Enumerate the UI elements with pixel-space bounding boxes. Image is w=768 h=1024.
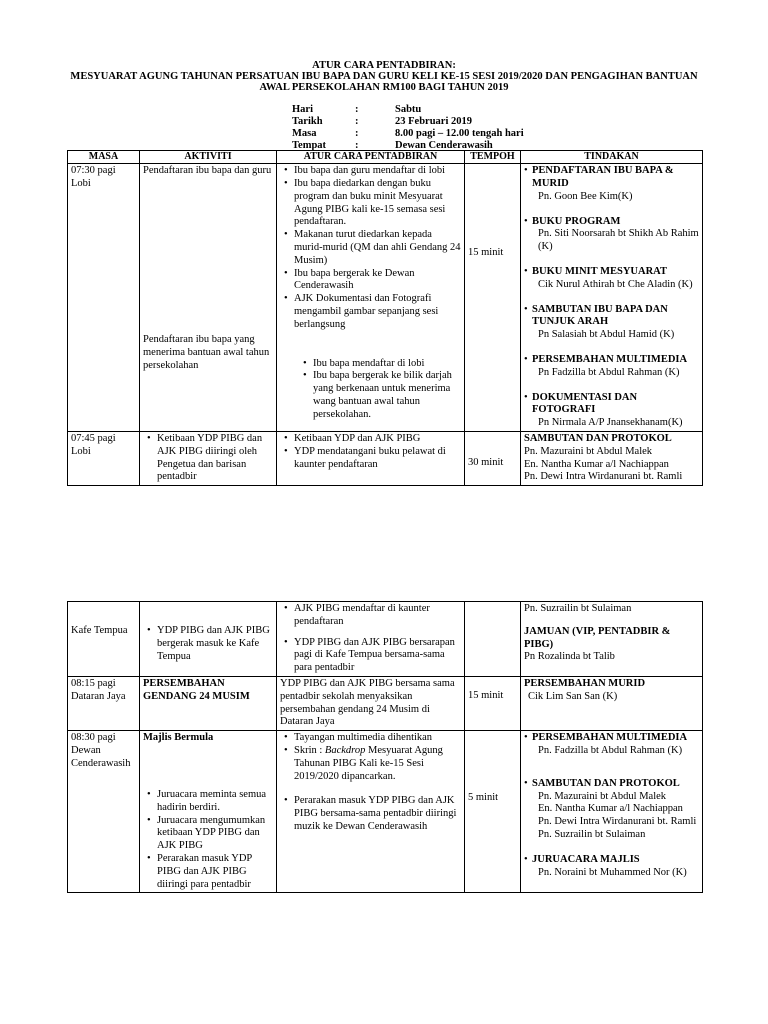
cell-tempoh [465, 431, 521, 485]
schedule-table-page2 [67, 601, 703, 893]
tindakan-heading: PERSEMBAHAN MURID [524, 677, 646, 689]
skrin-prefix: Skrin : [294, 744, 325, 756]
cell-tempoh [465, 676, 521, 730]
column-header-atur-cara: ATUR CARA PENTADBIRAN [277, 151, 465, 164]
tindakan-person: Pn Fadzilla bt Abdul Rahman (K) [538, 366, 680, 378]
tindakan-heading: • BUKU MINIT MESYUARAT [532, 265, 667, 277]
schedule-table-page1 [67, 150, 703, 486]
cell-tempoh [465, 731, 521, 893]
tindakan-heading: • JURUACARA MAJLIS [532, 853, 640, 865]
list-item: • YDP mendatangani buku pelawat di kaunter pendaftaran [294, 446, 461, 472]
list-item: • Ibu bapa mendaftar di lobi [313, 358, 461, 371]
info-colon: : [355, 140, 359, 151]
tempoh-value: 15 minit [468, 247, 504, 259]
cell-tempoh [465, 602, 521, 677]
document-title: ATUR CARA PENTADBIRAN: [312, 60, 456, 71]
list-item [294, 745, 461, 783]
info-key: Tempat [292, 140, 327, 151]
tindakan-person: Pn. Goon Bee Kim(K) [538, 190, 633, 202]
cell-tindakan [521, 431, 703, 485]
tindakan-person: Pn. Mazuraini bt Abdul Malek [538, 790, 667, 802]
info-key: Masa [292, 128, 317, 139]
cell-atur-cara [277, 431, 465, 485]
event-info [292, 104, 524, 152]
table-row [68, 602, 703, 677]
tindakan-person: Pn. Noraini bt Muhammed Nor (K) [538, 866, 687, 878]
cell-masa: 07:30 pagi Lobi [68, 164, 140, 432]
list-item: • YDP PIBG dan AJK PIBG bersarapan pagi di Kafe Tempua bersama-sama para pentadbir [294, 637, 461, 675]
cell-tindakan [521, 676, 703, 730]
tindakan-heading: • PERSEMBAHAN MULTIMEDIA [532, 353, 688, 365]
list-item: • Tayangan multimedia dihentikan [294, 732, 461, 745]
column-header-tindakan: TINDAKAN [521, 151, 703, 164]
tindakan-person: Pn. Dewi Intra Wirdanurani bt. Ramli [538, 816, 697, 828]
tindakan-person: Pn. Fadzilla bt Abdul Rahman (K) [538, 744, 683, 756]
list-item: • Perarakan masuk YDP PIBG dan AJK PIBG diiringi para pentadbir [157, 853, 273, 891]
cell-tempoh [465, 164, 521, 432]
list-item: • Ketibaan YDP dan AJK PIBG [294, 433, 461, 446]
info-colon: : [355, 116, 359, 127]
info-value: Sabtu [395, 104, 422, 115]
cell-tindakan [521, 731, 703, 893]
list-item: • Ibu bapa dan guru mendaftar di lobi [294, 165, 461, 178]
info-key: Hari [292, 104, 313, 115]
list-item: • Ketibaan YDP PIBG dan AJK PIBG diiringi oleh Pengetua dan barisan pentadbir [157, 433, 273, 484]
tempoh-value: 30 minit [468, 456, 504, 468]
tindakan-heading: • DOKUMENTASI DAN FOTOGRAFI [532, 391, 638, 416]
tindakan-person: Cik Lim San San (K) [528, 690, 618, 702]
list-item: • Ibu bapa bergerak ke bilik darjah yang berkenaan untuk menerima wang bantuan awal tahun persekolahan. [313, 370, 461, 421]
list-item: • AJK PIBG mendaftar di kaunter pendaftaran [294, 603, 461, 629]
info-value: 8.00 pagi – 12.00 tengah hari [395, 128, 524, 139]
list-item: • Juruacara mengumumkan ketibaan YDP PIBG dan AJK PIBG [157, 815, 273, 853]
column-header-masa: MASA [68, 151, 140, 164]
tindakan-person: Pn. Dewi Intra Wirdanurani bt. Ramli [524, 471, 683, 483]
aktiviti-text: Pendaftaran ibu bapa dan guru [143, 165, 272, 177]
tindakan-person: Pn. Mazuraini bt Abdul Malek [524, 445, 653, 457]
tindakan-person: Pn Rozalinda bt Talib [524, 651, 615, 663]
info-colon: : [355, 104, 359, 115]
skrin-italic: Backdrop [324, 744, 366, 756]
cell-aktiviti [140, 431, 277, 485]
tindakan-heading: JAMUAN (VIP, PENTADBIR & PIBG) [524, 625, 671, 650]
info-key: Tarikh [292, 116, 323, 127]
cell-aktiviti [140, 164, 277, 432]
table-row [68, 676, 703, 730]
info-value: 23 Februari 2019 [395, 116, 472, 127]
tempoh-value: 15 minit [468, 689, 504, 701]
tindakan-heading: SAMBUTAN DAN PROTOKOL [524, 432, 672, 444]
list-item: • AJK Dokumentasi dan Fotografi mengambil gambar sepanjang sesi berlangsung [294, 293, 461, 331]
cell-atur-cara [277, 164, 465, 432]
tindakan-person: Pn. Siti Noorsarah bt Shikh Ab Rahim (K) [538, 228, 699, 253]
column-header-tempoh: TEMPOH [465, 151, 521, 164]
info-colon: : [355, 128, 359, 139]
column-header-aktiviti: AKTIVITI [140, 151, 277, 164]
table-row [68, 431, 703, 485]
tindakan-person: Pn. Suzrailin bt Sulaiman [538, 828, 646, 840]
skrin-suffix: Mesyuarat Agung Tahunan PIBG Kali ke-15 Sesi 2019/2020 dipancarkan. [294, 744, 443, 782]
tindakan-heading: • SAMBUTAN DAN PROTOKOL [532, 777, 680, 789]
document-subtitle-line2: AWAL PERSEKOLAHAN RM100 BAGI TAHUN 2019 [259, 82, 509, 93]
tindakan-heading: • PERSEMBAHAN MULTIMEDIA [532, 732, 688, 744]
cell-tindakan [521, 602, 703, 677]
tindakan-heading: • SAMBUTAN IBU BAPA DAN TUNJUK ARAH [532, 303, 668, 328]
tindakan-person: Pn. Suzrailin bt Sulaiman [524, 603, 632, 614]
tindakan-person: En. Nantha Kumar a/l Nachiappan [524, 458, 669, 470]
tindakan-heading: • PENDAFTARAN IBU BAPA & MURID [532, 165, 674, 189]
document-subtitle-line1: MESYUARAT AGUNG TAHUNAN PERSATUAN IBU BAPA DAN GURU KELI KE-15 SESI 2019/2020 DAN PENGAGIHAN BANTUAN [70, 71, 698, 82]
list-item: • YDP PIBG dan AJK PIBG bergerak masuk ke Kafe Tempua [157, 625, 273, 663]
cell-aktiviti [140, 731, 277, 893]
cell-aktiviti [140, 602, 277, 677]
cell-masa: 08:15 pagi Dataran Jaya [68, 676, 140, 730]
cell-masa [68, 602, 140, 677]
table-header-row [68, 151, 703, 164]
list-item: • Ibu bapa diedarkan dengan buku program dan buku minit Mesyuarat Agung PIBG kali ke-15 semasa sesi pendaftaran. [294, 178, 461, 229]
tindakan-person: En. Nantha Kumar a/l Nachiappan [538, 803, 683, 815]
cell-atur-cara [277, 731, 465, 893]
aktiviti-text: Pendaftaran ibu bapa yang menerima bantuan awal tahun persekolahan [143, 333, 270, 371]
tindakan-person: Pn Nirmala A/P Jnansekhanam(K) [538, 417, 683, 429]
cell-aktiviti: PERSEMBAHAN GENDANG 24 MUSIM [140, 676, 277, 730]
list-item: • Makanan turut diedarkan kepada murid-murid (QM dan ahli Gendang 24 Musim) [294, 229, 461, 267]
cell-masa: 07:45 pagi Lobi [68, 431, 140, 485]
tindakan-heading: • BUKU PROGRAM [532, 215, 621, 227]
table-row [68, 731, 703, 893]
masa-text: Kafe Tempua [71, 625, 128, 636]
tempoh-value: 5 minit [468, 792, 499, 804]
tindakan-person: Cik Nurul Athirah bt Che Aladin (K) [538, 278, 693, 290]
table-row [68, 164, 703, 432]
cell-tindakan [521, 164, 703, 432]
list-item: • Ibu bapa bergerak ke Dewan Cenderawasih [294, 268, 461, 294]
info-value: Dewan Cenderawasih [395, 140, 493, 151]
cell-atur-cara [277, 602, 465, 677]
list-item: • Juruacara meminta semua hadirin berdiri. [157, 789, 273, 815]
cell-masa: 08:30 pagi Dewan Cenderawasih [68, 731, 140, 893]
cell-atur-cara: YDP PIBG dan AJK PIBG bersama sama pentadbir sekolah menyaksikan persembahan gendang 24 Musim di Dataran Jaya [277, 676, 465, 730]
tindakan-person: Pn Salasiah bt Abdul Hamid (K) [538, 329, 675, 341]
list-item: • Perarakan masuk YDP PIBG dan AJK PIBG bersama-sama pentadbir diiringi muzik ke Dewan Cenderawasih [294, 795, 461, 833]
aktiviti-heading: Majlis Bermula [143, 732, 214, 744]
